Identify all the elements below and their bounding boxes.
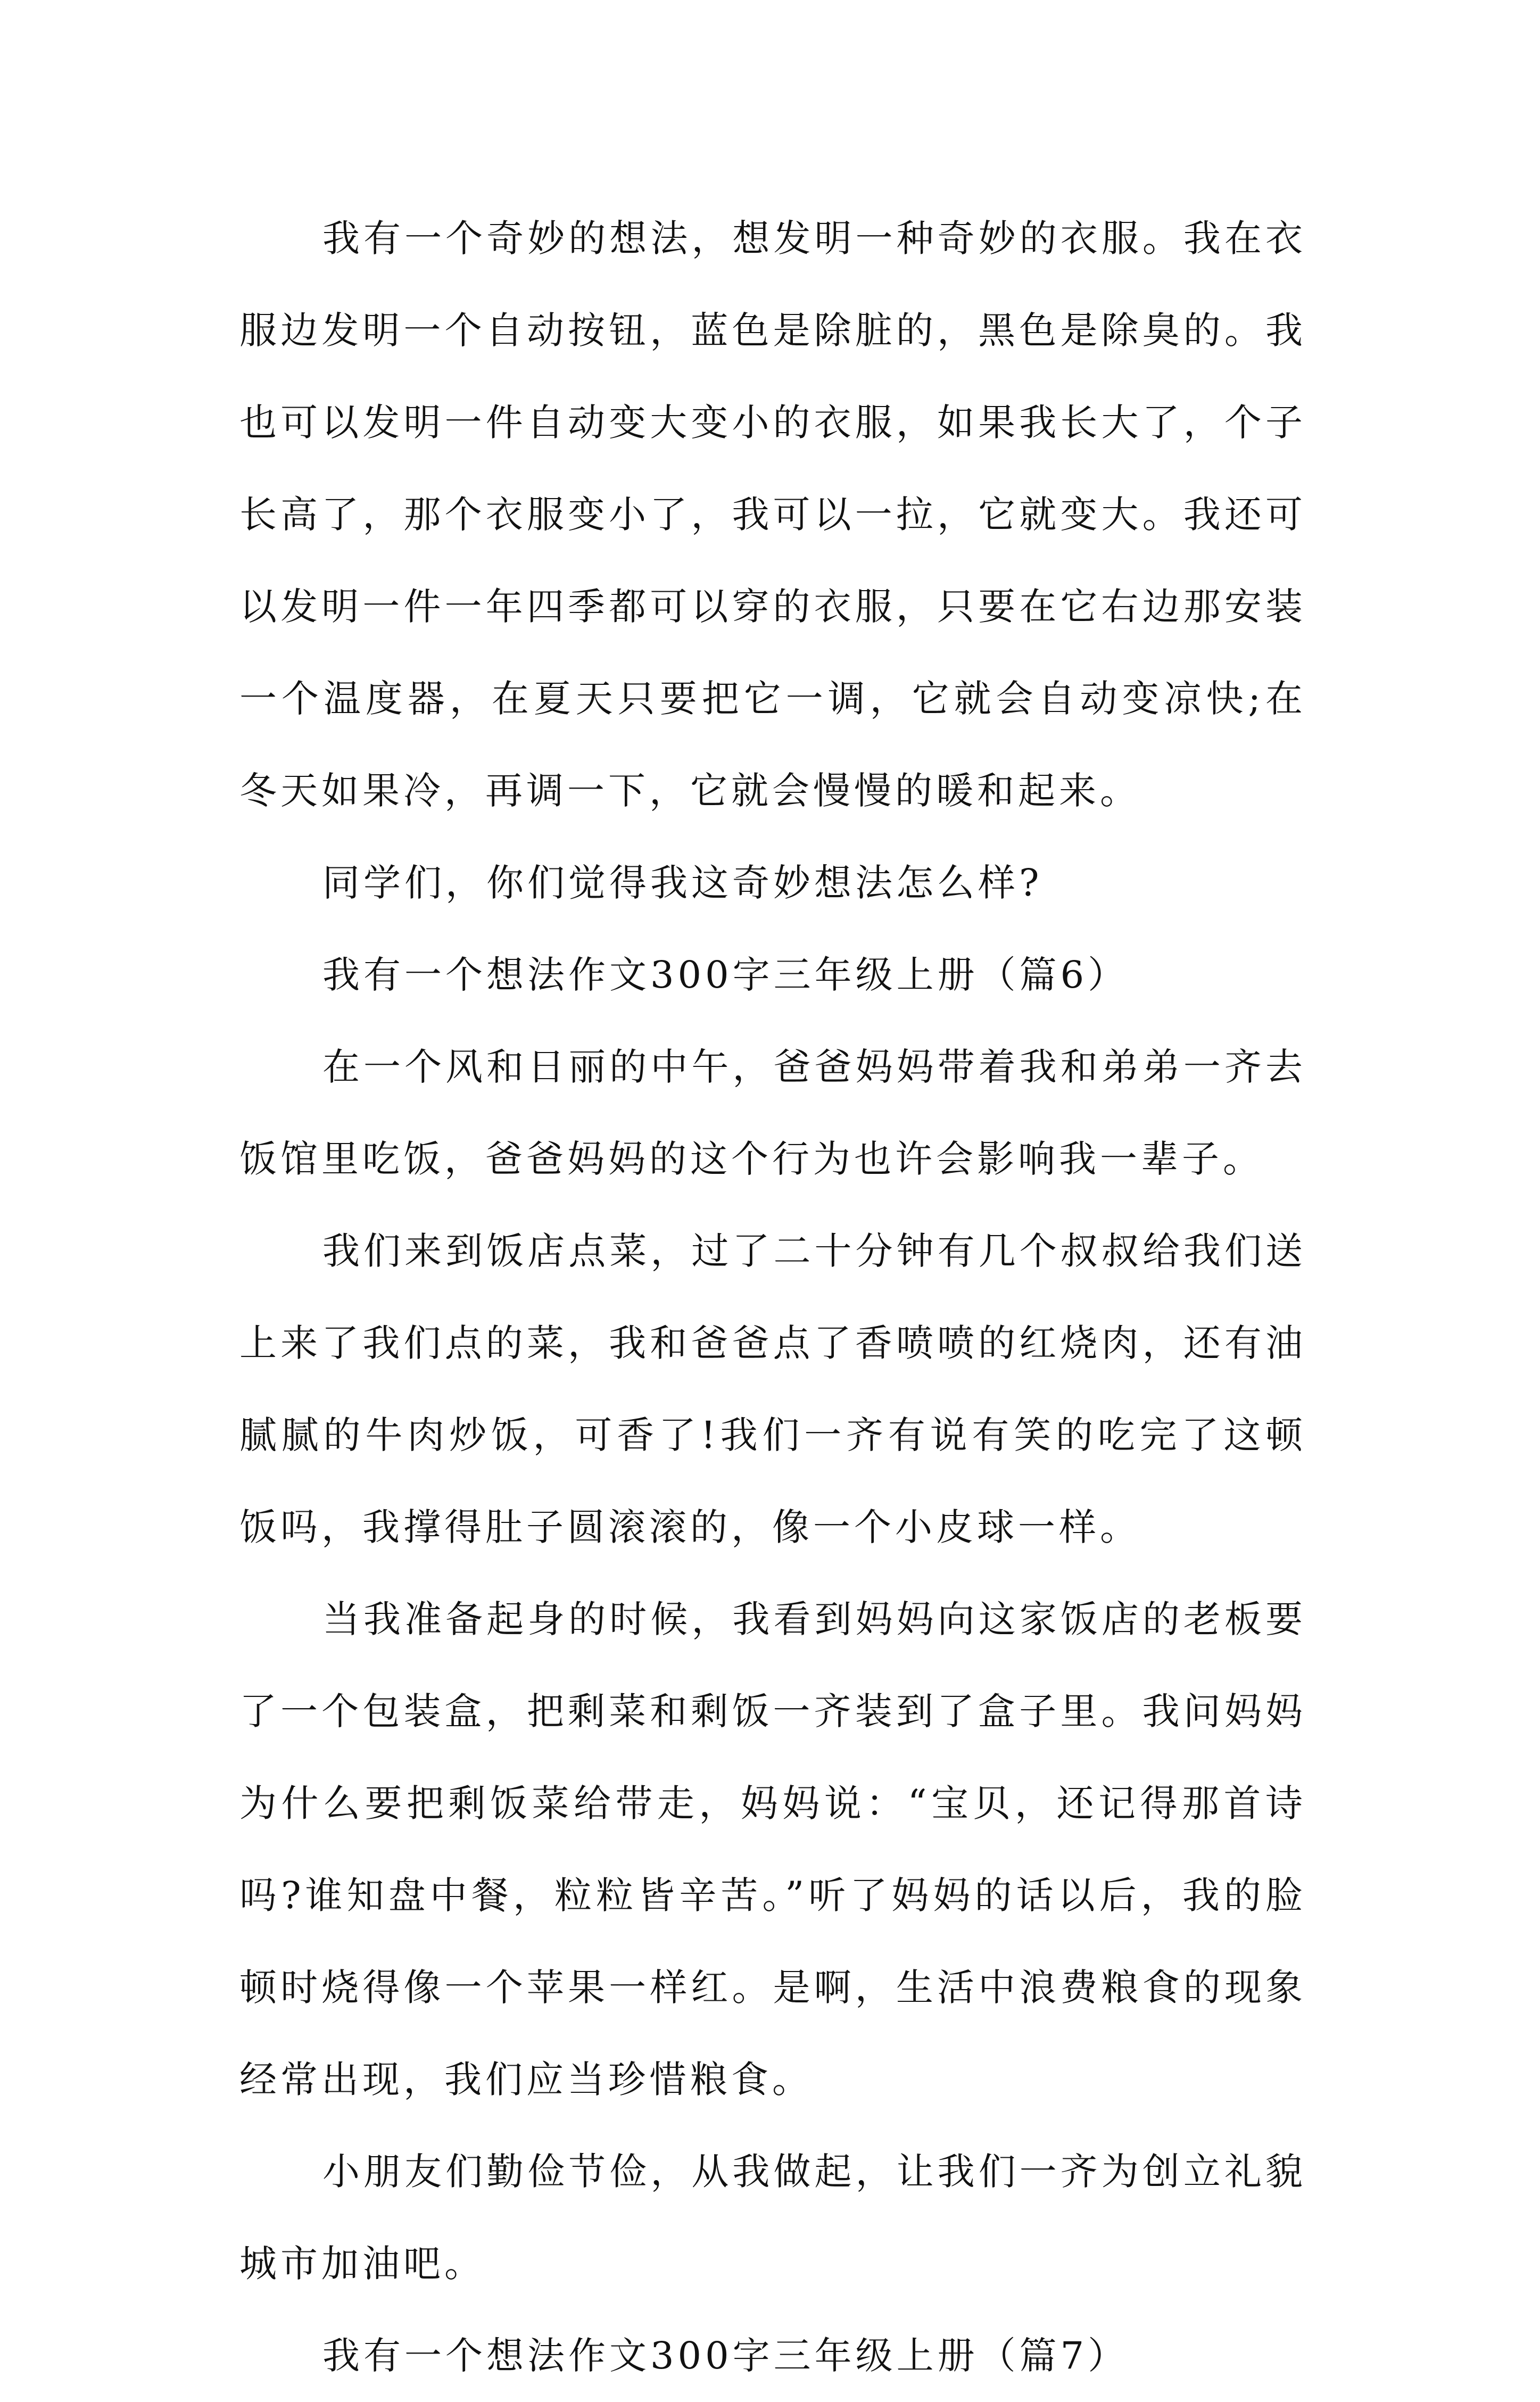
paragraph-ordering-food: 我们来到饭店点菜，过了二十分钟有几个叔叔给我们送上来了我们点的菜，我和爸爸点了香喷喷的红烧肉，还有油腻腻的牛肉炒饭，可香了!我们一齐有说有笑的吃完了这顿饭吗，我撑得肚子圆滚滚的，像一个小皮球一样。: [239, 1229, 1306, 1549]
paragraph-invention-clothes: 我有一个奇妙的想法，想发明一种奇妙的衣服。我在衣服边发明一个自动按钮，蓝色是除脏的，黑色是除臭的。我也可以发明一件自动变大变小的衣服，如果我长大了，个子长高了，那个衣服变小了，我可以一拉，它就变大。我还可以发明一件一年四季都可以穿的衣服，只要在它右边那安装一个温度器，在夏天只要把它一调，它就会自动变凉快;在冬天如果冷，再调一下，它就会慢慢的暖和起来。: [239, 217, 1306, 813]
paragraph-restaurant-intro: 在一个风和日丽的中午，爸爸妈妈带着我和弟弟一齐去饭馆里吃饭，爸爸妈妈的这个行为也许会影响我一辈子。: [239, 1045, 1306, 1181]
document-body: [239, 193, 1306, 2402]
section-heading-6: 我有一个想法作文300字三年级上册（篇6）: [322, 953, 1129, 997]
paragraph-leftovers: 当我准备起身的时候，我看到妈妈向这家饭店的老板要了一个包装盒，把剩菜和剩饭一齐装到了盒子里。我问妈妈为什么要把剩饭菜给带走，妈妈说：“宝贝，还记得那首诗吗?谁知盘中餐，粒粒皆辛苦。”听了妈妈的话以后，我的脸顿时烧得像一个苹果一样红。是啊，生活中浪费粮食的现象经常出现，我们应当珍惜粮食。: [239, 1597, 1306, 2101]
section-heading-7: 我有一个想法作文300字三年级上册（篇7）: [322, 2334, 1129, 2378]
paragraph-conclusion: 小朋友们勤俭节俭，从我做起，让我们一齐为创立礼貌城市加油吧。: [239, 2150, 1306, 2285]
paragraph-question-classmates: 同学们，你们觉得我这奇妙想法怎么样?: [322, 861, 1043, 905]
